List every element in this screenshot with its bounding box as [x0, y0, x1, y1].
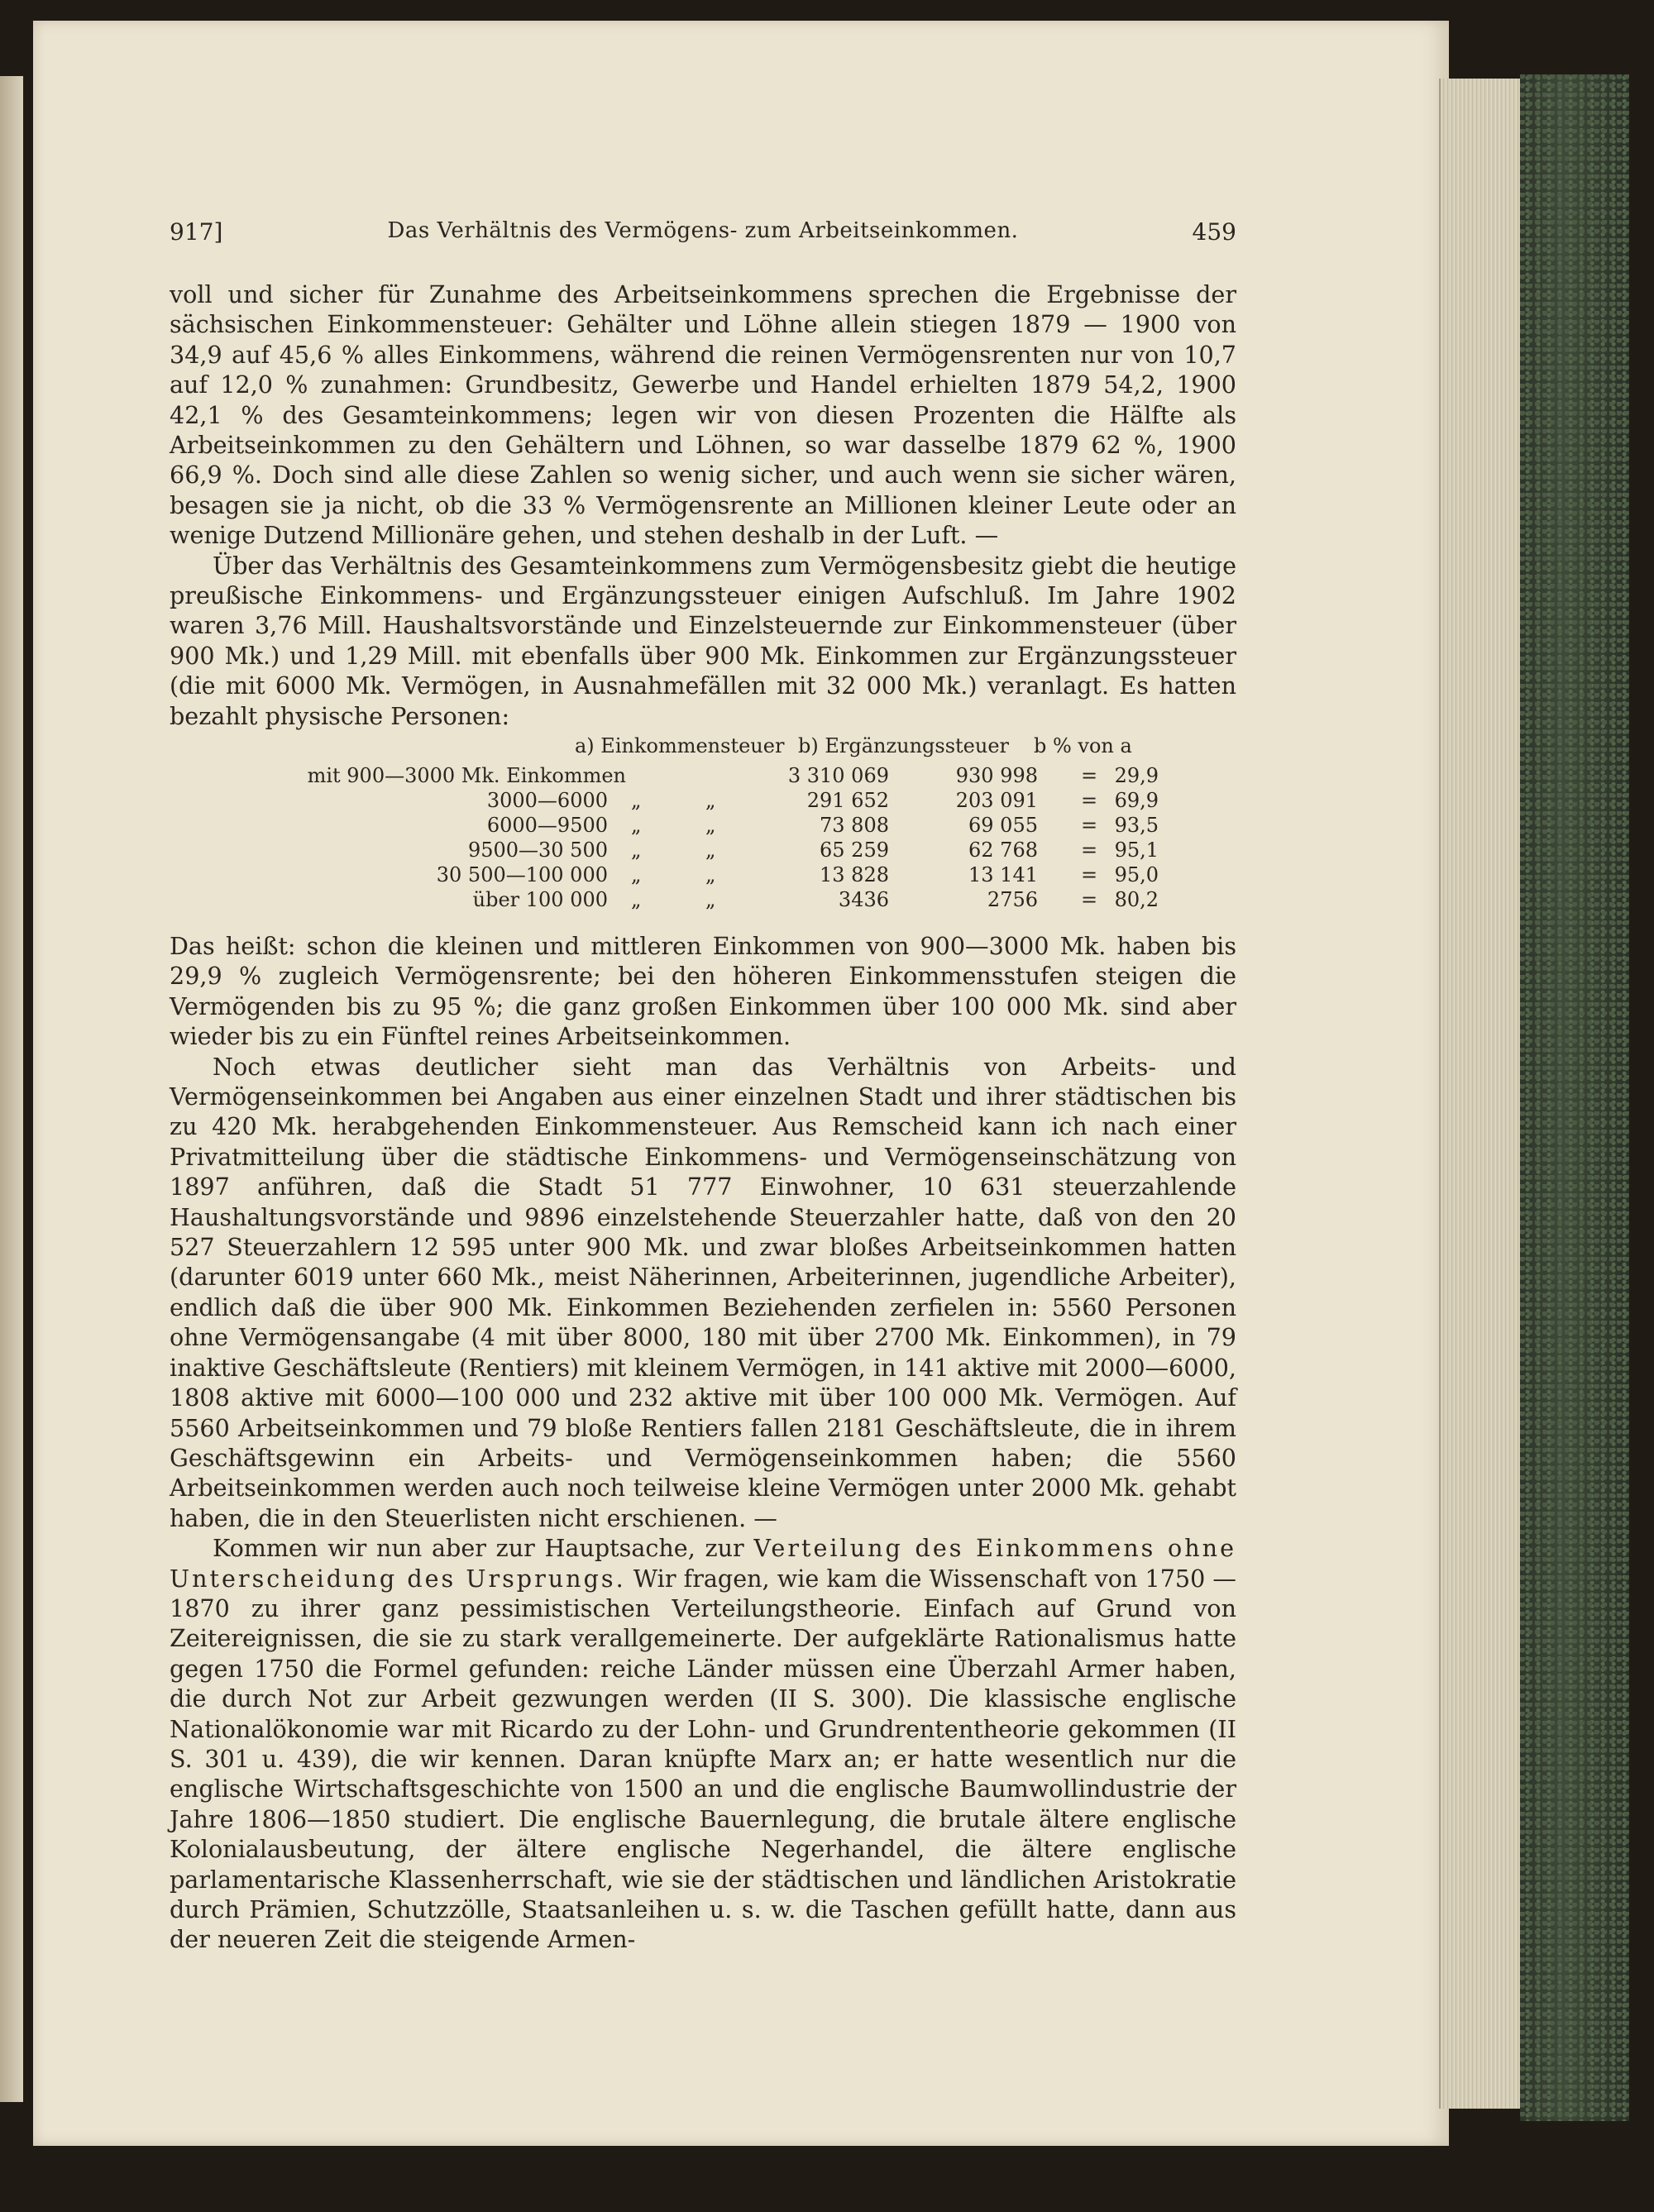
value-b: 930 998: [955, 764, 1038, 787]
page-number: 459: [1192, 218, 1236, 246]
value-a: 3436: [838, 888, 889, 911]
paragraph: Das heißt: schon die kleinen und mittleren Einkommen von 900—3000 Mk. haben bis 29,9 % zugleich Vermögensrente; bei den höheren Einkommensstufen steigen die Vermögenden bis zu 95 %; die ganz großen Einkommen über 100 000 Mk. sind aber wieder bis zu ein Fünftel reines Arbeitseinkommen.: [170, 932, 1236, 1051]
body-text-bottom: [170, 931, 1236, 1955]
paragraph: Über das Verhältnis des Gesamteinkommens zum Vermögensbesitz giebt die heutige preußische Einkommens- und Ergänzungssteuer einigen Aufschluß. Im Jahre 1902 waren 3,76 Mill. Haushaltsvorstände und Einzelsteuernde zur Einkommensteuer (über 900 Mk.) und 1,29 Mill. mit ebenfalls über 900 Mk. Einkommen zur Ergänzungssteuer (die mit 6000 Mk. Vermögen, in Ausnahmefällen mit 32 000 Mk.) veranlagt. Es hatten bezahlt physische Personen:: [170, 551, 1236, 730]
value-b: 2756: [987, 888, 1038, 911]
equals-sign: =: [1081, 764, 1098, 787]
tax-table: [170, 734, 1236, 916]
equals-sign: =: [1081, 888, 1098, 911]
table-row: [170, 764, 1236, 789]
ditto-mark: „: [705, 863, 716, 886]
page-edges: [1439, 79, 1523, 2109]
value-b: 203 091: [955, 789, 1038, 812]
ditto-mark: „: [631, 838, 642, 862]
equals-sign: =: [1081, 814, 1098, 837]
paragraph: voll und sicher für Zunahme des Arbeitseinkommens sprechen die Ergebnisse der sächsischen Einkommensteuer: Gehälter und Löhne allein stiegen 1879 — 1900 von 34,9 auf 45,6 % alles Einkommens, während die reinen Vermögensrenten nur von 10,7 auf 12,0 % zunahmen: Grundbesitz, Gewerbe und Handel erhielten 1879 54,2, 1900 42,1 % des Gesamteinkommens; legen wir von diesen Prozenten die Hälfte als Arbeitseinkommen zu den Gehältern und Löhnen, so war dasselbe 1879 62 %, 1900 66,9 %. Doch sind alle diese Zahlen so wenig sicher, und auch wenn sie sicher wären, besagen sie ja nicht, ob die 33 % Vermögensrente an Millionen kleiner Leute oder an wenige Dutzend Millionäre gehen, und stehen deshalb in der Luft. —: [170, 280, 1236, 550]
ditto-mark: „: [705, 814, 716, 837]
ditto-mark: „: [631, 863, 642, 886]
ditto-mark: „: [705, 789, 716, 812]
equals-sign: =: [1081, 863, 1098, 886]
income-class: mit 900—3000 Mk. Einkommen: [307, 764, 626, 787]
value-a: 291 652: [806, 789, 889, 812]
income-class: 6000—9500: [486, 814, 608, 837]
value-c: 29,9: [1114, 764, 1159, 787]
value-a: 65 259: [820, 838, 889, 862]
ditto-mark: „: [631, 888, 642, 911]
income-class: über 100 000: [472, 888, 608, 911]
ditto-mark: „: [705, 888, 716, 911]
column-header-b: b) Ergänzungssteuer: [798, 734, 1010, 757]
table-row: [170, 838, 1236, 863]
table-row: [170, 888, 1236, 913]
value-c: 95,0: [1114, 863, 1159, 886]
value-a: 3 310 069: [787, 764, 889, 787]
value-b: 69 055: [968, 814, 1038, 837]
column-header-a: a) Einkommensteuer: [575, 734, 785, 757]
table-row: [170, 814, 1236, 838]
equals-sign: =: [1081, 838, 1098, 862]
value-a: 13 828: [820, 863, 889, 886]
income-class: 9500—30 500: [467, 838, 608, 862]
income-class: 3000—6000: [486, 789, 608, 812]
value-c: 69,9: [1114, 789, 1159, 812]
paragraph-rest: Wir fragen, wie kam die Wissenschaft von 1750 —1870 zu ihrer ganz pessimistischen Verteilungstheorie. Einfach auf Grund von Zeitereignissen, die sie zu stark verallgemeinerte. Der aufgeklärte Rationalismus hatte gegen 1750 die Formel gefunden: reiche Länder müssen eine Überzahl Armer haben, die durch Not zur Arbeit gezwungen werden (II S. 300). Die klassische englische Nationalökonomie war mit Ricardo zu der Lohn- und Grundrententheorie gekommen (II S. 301 u. 439), die wir kennen. Daran knüpfte Marx an; er hatte wesentlich nur die englische Wirtschaftsgeschichte von 1500 an und die englische Baumwollindustrie der Jahre 1806—1850 studiert. Die englische Bauernlegung, die brutale ältere englische Kolonialausbeutung, der ältere englische Negerhandel, die ältere englische parlamentarische Klassenherrschaft, wie sie der städtischen und ländlichen Aristokratie durch Prämien, Schutzzölle, Staatsanleihen u. s. w. die Taschen gefüllt hatte, dann aus der neueren Zeit die steigende Armen-: [170, 1564, 1237, 1954]
book-cover: [1520, 74, 1629, 2121]
paragraph: [170, 1533, 1236, 1955]
column-header-c: b % von a: [1034, 734, 1132, 757]
body-text-top: [170, 279, 1236, 731]
ditto-mark: „: [631, 789, 642, 812]
running-head: [170, 218, 1236, 260]
paragraph: Noch etwas deutlicher sieht man das Verhältnis von Arbeits- und Vermögenseinkommen bei Angaben aus einer einzelnen Stadt und ihrer städtischen bis zu 420 Mk. herabgehenden Einkommensteuer. Aus Remscheid kann ich nach einer Privatmitteilung über die städtische Einkommens- und Vermögenseinschätzung von 1897 anführen, daß die Stadt 51 777 Einwohner, 10 631 steuerzahlende Haushaltungsvorstände und 9896 einzelstehende Steuerzahler hatte, daß von den 20 527 Steuerzahlern 12 595 unter 900 Mk. und zwar bloßes Arbeitseinkommen hatten (darunter 6019 unter 660 Mk., meist Näherinnen, Arbeiterinnen, jugendliche Arbeiter), endlich daß die über 900 Mk. Einkommen Beziehenden zerfielen in: 5560 Personen ohne Vermögensangabe (4 mit über 8000, 180 mit über 2700 Mk. Einkommen), in 79 inaktive Geschäftsleute (Rentiers) mit kleinem Vermögen, in 141 aktive mit 2000—6000, 1808 aktive mit 6000—100 000 und 232 aktive mit über 100 000 Mk. Vermögen. Auf 5560 Arbeitseinkommen und 79 bloße Rentiers fallen 2181 Geschäftsleute, die in ihrem Geschäftsgewinn ein Arbeits- und Vermögenseinkommen haben; die 5560 Arbeitseinkommen werden auch noch teilweise kleine Vermögen unter 2000 Mk. gehabt haben, die in den Steuerlisten nicht erschienen. —: [170, 1052, 1236, 1532]
equals-sign: =: [1081, 789, 1098, 812]
value-b: 13 141: [968, 863, 1038, 886]
paragraph-lead: Kommen wir nun aber zur Hauptsache, zur: [213, 1534, 744, 1563]
income-class: 30 500—100 000: [436, 863, 608, 886]
running-title: Das Verhältnis des Vermögens- zum Arbeitseinkommen.: [387, 218, 1019, 243]
value-c: 93,5: [1114, 814, 1159, 837]
left-page-edge: [0, 76, 23, 2102]
table-row: [170, 789, 1236, 814]
emphasized-phrase: Verteilung des Einkommens ohne Unterscheidung des Ursprungs.: [170, 1534, 1236, 1593]
section-number: 917]: [170, 218, 223, 246]
value-c: 95,1: [1114, 838, 1159, 862]
value-a: 73 808: [820, 814, 889, 837]
value-b: 62 768: [968, 838, 1038, 862]
table-row: [170, 863, 1236, 888]
ditto-mark: „: [705, 838, 716, 862]
value-c: 80,2: [1114, 888, 1159, 911]
ditto-mark: „: [631, 814, 642, 837]
